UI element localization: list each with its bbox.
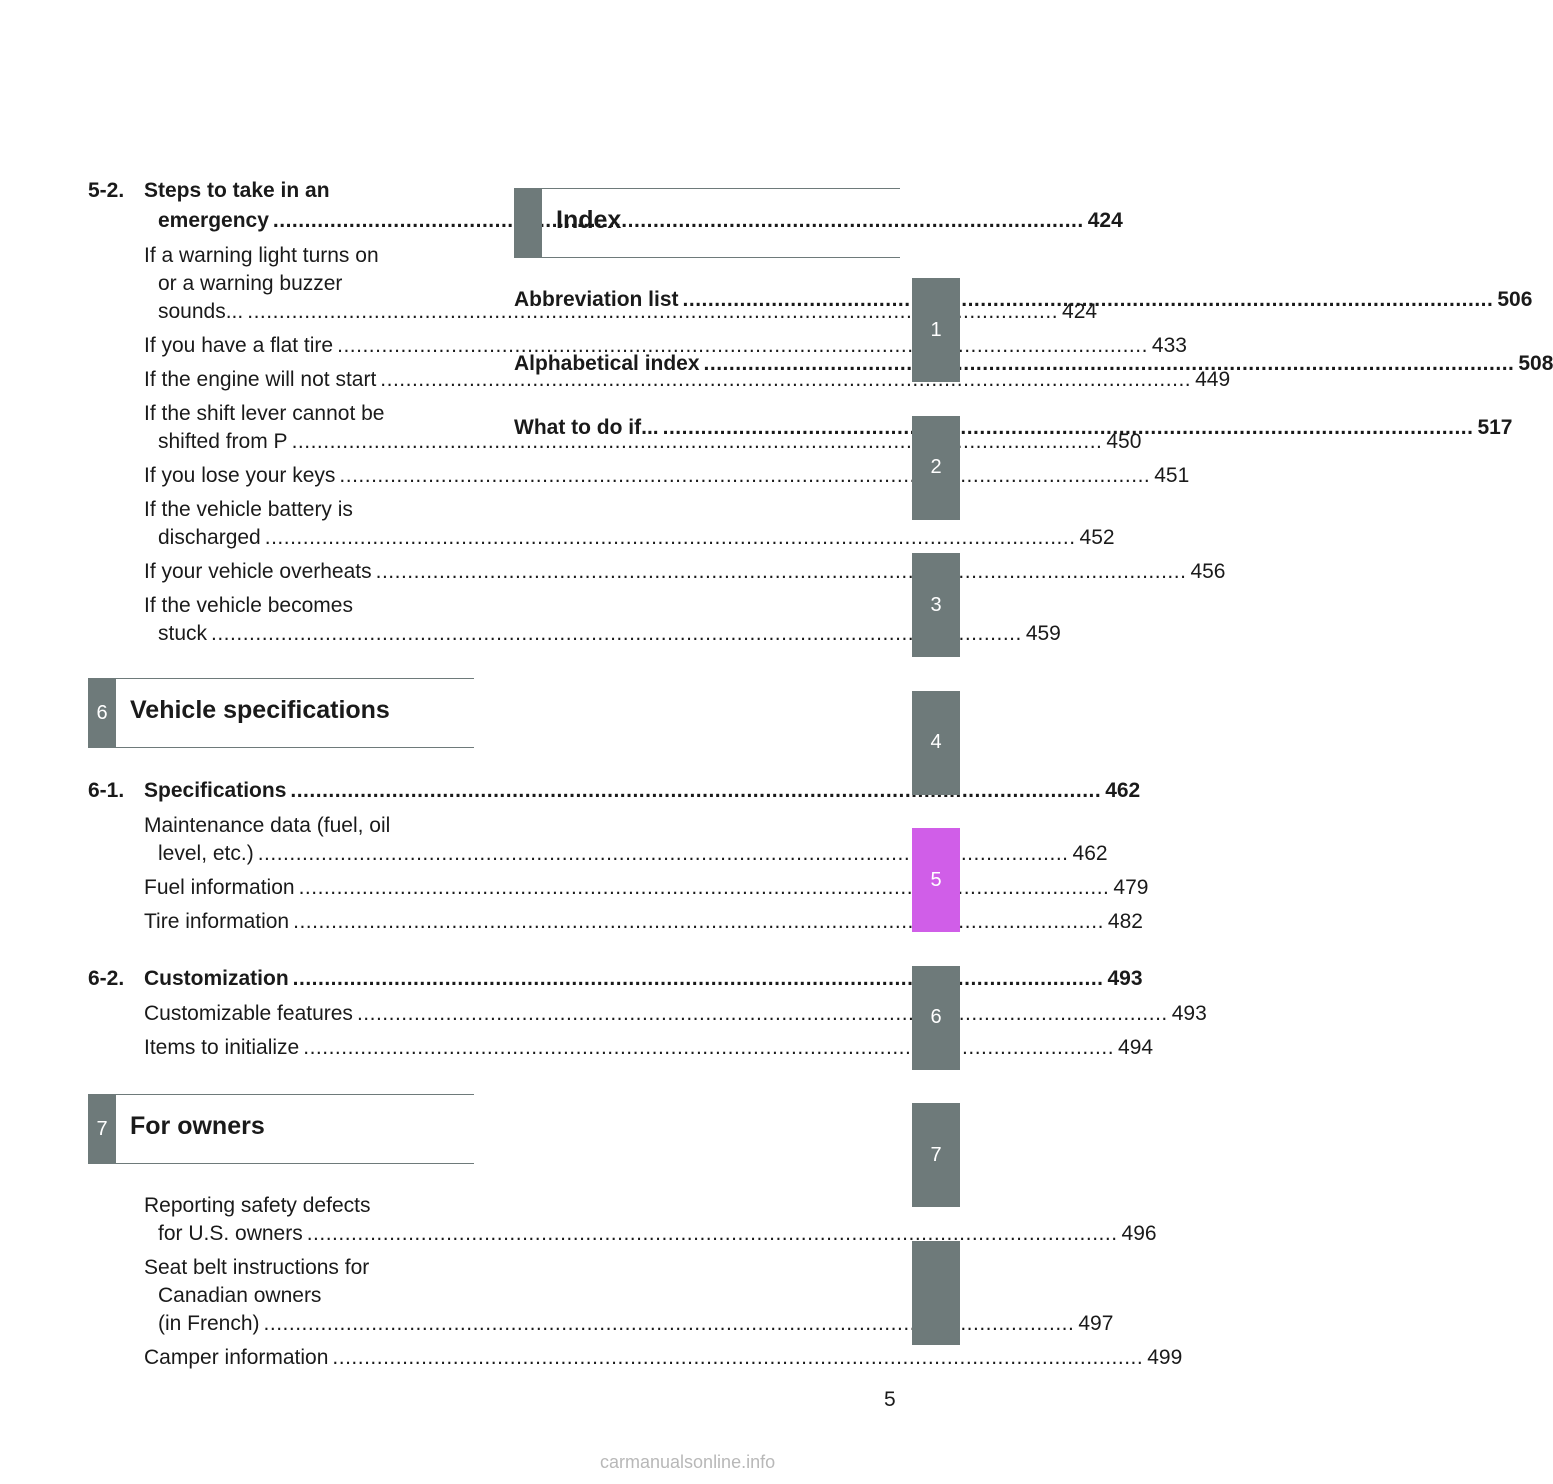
section-6-1-entries bbox=[88, 812, 1149, 936]
chapter-tab-3[interactable]: 3 bbox=[912, 553, 960, 657]
chapter-tab-4[interactable]: 4 bbox=[912, 691, 960, 795]
entry-text: What to do if... bbox=[514, 416, 659, 439]
page-ref: 493 bbox=[1171, 1002, 1207, 1025]
index-header bbox=[514, 188, 900, 258]
toc-entry[interactable] bbox=[88, 366, 1231, 394]
chapter-tab-1[interactable]: 1 bbox=[912, 278, 960, 382]
page-ref: 451 bbox=[1154, 464, 1190, 487]
chapter-tab-5[interactable]: 5 bbox=[912, 828, 960, 932]
entry-text: stuck bbox=[158, 622, 208, 645]
section-7-entries bbox=[88, 1192, 1183, 1372]
leader-dots bbox=[376, 558, 1187, 586]
leader-dots bbox=[704, 350, 1515, 378]
page-ref: 508 bbox=[1518, 352, 1553, 375]
index-tab bbox=[514, 189, 542, 257]
toc-entry[interactable] bbox=[88, 1254, 1114, 1338]
entry-text: If your vehicle overheats bbox=[144, 560, 372, 583]
entry-text: level, etc.) bbox=[158, 842, 254, 865]
section-number: 6-2. bbox=[88, 967, 125, 990]
leader-dots bbox=[293, 908, 1104, 936]
chapter-tab-7[interactable]: 7 bbox=[912, 1103, 960, 1207]
entry-text: discharged bbox=[158, 526, 261, 549]
toc-entry[interactable] bbox=[88, 558, 1226, 586]
chapter-tab-2[interactable]: 2 bbox=[912, 416, 960, 520]
entry-text: Fuel information bbox=[144, 876, 295, 899]
toc-entry[interactable] bbox=[88, 462, 1190, 490]
toc-entry[interactable] bbox=[88, 592, 1061, 648]
section-number: 6-1. bbox=[88, 779, 125, 802]
toc-entry[interactable] bbox=[88, 1344, 1183, 1372]
chapter-7-tab: 7 bbox=[88, 1095, 116, 1163]
leader-dots bbox=[663, 414, 1474, 442]
leader-dots bbox=[299, 874, 1110, 902]
toc-entry[interactable] bbox=[88, 812, 1108, 868]
leader-dots bbox=[265, 526, 1076, 549]
chapter-6-header bbox=[88, 678, 474, 748]
page-ref: 493 bbox=[1107, 967, 1143, 990]
entry-text: If the vehicle battery is bbox=[144, 498, 353, 521]
page-ref: 452 bbox=[1079, 526, 1115, 549]
chapter-6-title: Vehicle specifications bbox=[130, 695, 390, 724]
leader-dots bbox=[303, 1034, 1114, 1062]
section-6-2-heading[interactable] bbox=[88, 964, 1143, 994]
entry-text: or a warning buzzer bbox=[158, 272, 343, 295]
leader-dots bbox=[293, 964, 1104, 994]
entry-text: Customizable features bbox=[144, 1002, 353, 1025]
entry-text: shifted from P bbox=[158, 430, 288, 453]
page-ref: 462 bbox=[1072, 842, 1108, 865]
page-ref: 496 bbox=[1121, 1222, 1157, 1245]
toc-entry[interactable] bbox=[88, 1000, 1207, 1028]
entry-text: Abbreviation list bbox=[514, 288, 679, 311]
index-title: Index bbox=[556, 205, 622, 234]
page-ref: 462 bbox=[1105, 779, 1141, 802]
section-title: Specifications bbox=[144, 779, 287, 802]
entry-text: If you lose your keys bbox=[144, 464, 336, 487]
entry-text: (in French) bbox=[158, 1312, 260, 1335]
page-ref: 506 bbox=[1497, 288, 1533, 311]
leader-dots bbox=[211, 622, 1022, 645]
toc-entry[interactable] bbox=[88, 908, 1143, 936]
entry-text: Items to initialize bbox=[144, 1036, 300, 1059]
toc-entry[interactable] bbox=[88, 332, 1187, 360]
entry-text: Seat belt instructions for bbox=[144, 1256, 370, 1279]
section-title: Customization bbox=[144, 967, 289, 990]
index-entry[interactable] bbox=[514, 350, 1553, 378]
toc-entry[interactable] bbox=[88, 1192, 1157, 1248]
entry-text: Alphabetical index bbox=[514, 352, 700, 375]
toc-entry[interactable] bbox=[88, 874, 1149, 902]
section-6-2-entries bbox=[88, 1000, 1207, 1062]
chapter-tab-6[interactable]: 6 bbox=[912, 966, 960, 1070]
page-ref: 494 bbox=[1118, 1036, 1154, 1059]
watermark: carmanualsonline.info bbox=[600, 1452, 776, 1472]
entry-text: sounds... bbox=[158, 300, 244, 323]
chapter-7-title: For owners bbox=[130, 1111, 265, 1140]
chapter-6-tab: 6 bbox=[88, 679, 116, 747]
entry-text: Camper information bbox=[144, 1346, 329, 1369]
chapter-7-header bbox=[88, 1094, 474, 1164]
leader-dots bbox=[307, 1222, 1118, 1245]
entry-text: Maintenance data (fuel, oil bbox=[144, 814, 391, 837]
entry-text: If the engine will not start bbox=[144, 368, 377, 391]
chapter-tab-index[interactable] bbox=[912, 1241, 960, 1345]
page-ref: 450 bbox=[1106, 430, 1142, 453]
page-ref: 517 bbox=[1477, 416, 1513, 439]
entry-text: Tire information bbox=[144, 910, 290, 933]
page-ref: 479 bbox=[1113, 876, 1149, 899]
page-ref: 456 bbox=[1190, 560, 1226, 583]
leader-dots bbox=[339, 462, 1150, 490]
entry-text: for U.S. owners bbox=[158, 1222, 303, 1245]
section-title-line2: emergency bbox=[158, 209, 269, 232]
entry-text: If the vehicle becomes bbox=[144, 594, 353, 617]
page-ref: 433 bbox=[1151, 334, 1187, 357]
leader-dots bbox=[332, 1344, 1143, 1372]
entry-text: If a warning light turns on bbox=[144, 244, 379, 267]
toc-entry[interactable] bbox=[88, 1034, 1154, 1062]
entry-text: If you have a flat tire bbox=[144, 334, 334, 357]
leader-dots bbox=[683, 286, 1494, 314]
page-ref: 499 bbox=[1147, 1346, 1183, 1369]
section-number: 5-2. bbox=[88, 179, 125, 202]
leader-dots bbox=[290, 776, 1101, 806]
page-ref: 497 bbox=[1078, 1312, 1114, 1335]
page-ref: 424 bbox=[1062, 300, 1098, 323]
entry-text: If the shift lever cannot be bbox=[144, 402, 385, 425]
page-ref: 459 bbox=[1025, 622, 1061, 645]
page-ref: 424 bbox=[1087, 209, 1123, 232]
entry-text: Canadian owners bbox=[158, 1284, 322, 1307]
entry-text: Reporting safety defects bbox=[144, 1194, 371, 1217]
toc-entry[interactable] bbox=[88, 496, 1115, 552]
page-ref: 449 bbox=[1195, 368, 1231, 391]
section-title-line1: Steps to take in an bbox=[144, 179, 330, 202]
section-6-1-heading[interactable] bbox=[88, 776, 1141, 806]
page-ref: 482 bbox=[1107, 910, 1143, 933]
leader-dots bbox=[357, 1000, 1168, 1028]
page-number: 5 bbox=[884, 1388, 896, 1411]
